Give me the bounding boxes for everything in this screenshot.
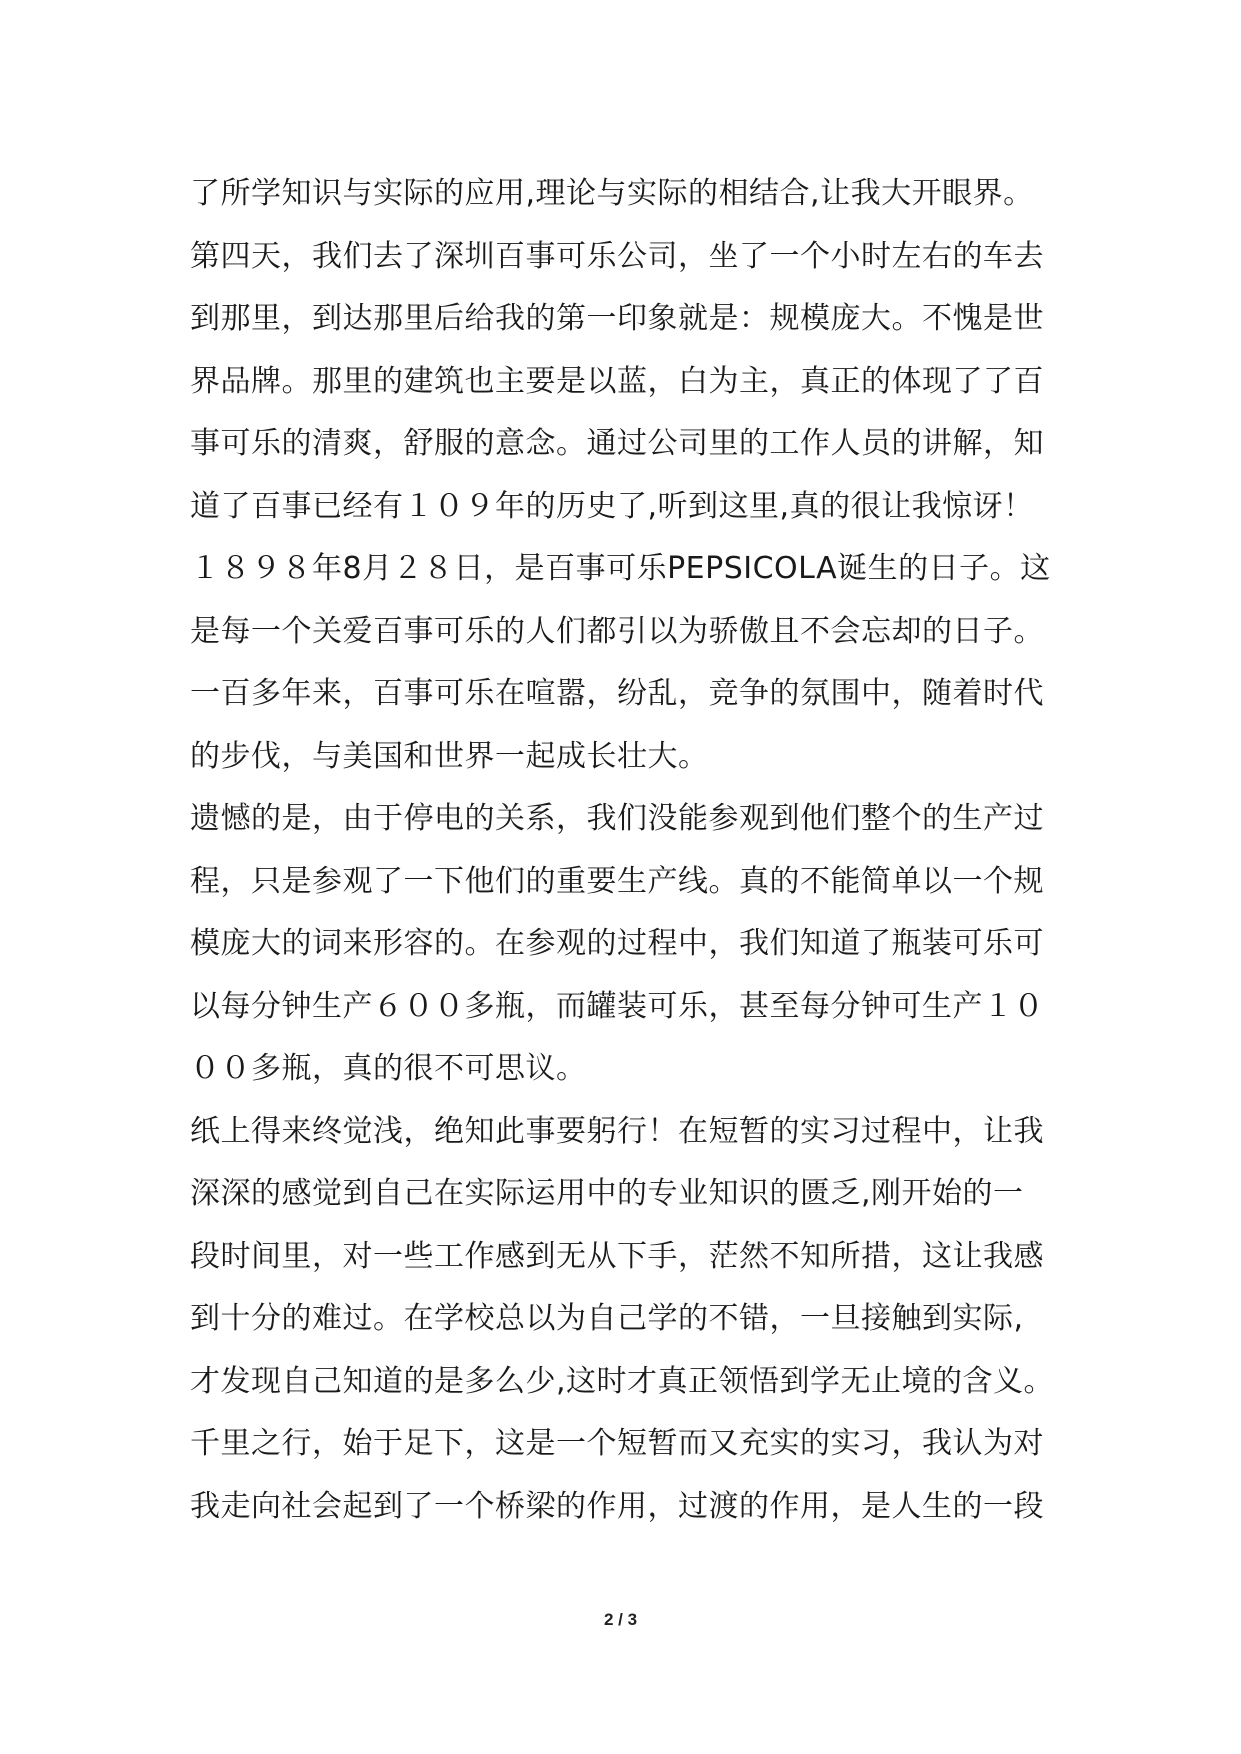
text-line: 程，只是参观了一下他们的重要生产线。真的不能简单以一个规 <box>190 863 1044 899</box>
text-line: 第四天，我们去了深圳百事可乐公司，坐了一个小时左右的车去 <box>190 238 1044 274</box>
text-line: 深深的感觉到自己在实际运用中的专业知识的匮乏,刚开始的一 <box>190 1176 1024 1211</box>
text-line: 遗憾的是，由于停电的关系，我们没能参观到他们整个的生产过 <box>190 801 1044 836</box>
text-line: 事可乐的清爽，舒服的意念。通过公司里的工作人员的讲解，知 <box>190 426 1044 461</box>
text-line: 到那里，到达那里后给我的第一印象就是：规模庞大。不愧是世 <box>190 301 1044 336</box>
body-text <box>190 163 1070 1538</box>
text-line: 的步伐，与美国和世界一起成长壮大。 <box>190 738 709 774</box>
text-line: 我走向社会起到了一个桥梁的作用，过渡的作用，是人生的一段 <box>190 1488 1044 1524</box>
text-line: 界品牌。那里的建筑也主要是以蓝，白为主，真正的体现了了百 <box>190 363 1044 399</box>
text-line: 千里之行，始于足下，这是一个短暂而又充实的实习，我认为对 <box>190 1426 1044 1461</box>
text-line: 模庞大的词来形容的。在参观的过程中，我们知道了瓶装可乐可 <box>190 926 1044 961</box>
text-line: 纸上得来终觉浅，绝知此事要躬行！在短暂的实习过程中，让我 <box>190 1113 1044 1149</box>
text-line: 一百多年来，百事可乐在喧嚣，纷乱，竞争的氛围中，随着时代 <box>190 676 1044 711</box>
text-line: 是每一个关爱百事可乐的人们都引以为骄傲且不会忘却的日子。 <box>190 613 1044 649</box>
text-line: 道了百事已经有１０９年的历史了,听到这里,真的很让我惊讶！ <box>190 488 1034 524</box>
text-line: 段时间里，对一些工作感到无从下手，茫然不知所措，这让我感 <box>190 1238 1044 1274</box>
text-line: 了所学知识与实际的应用,理论与实际的相结合,让我大开眼界。 <box>190 176 1034 211</box>
page-number: 2 / 3 <box>603 1610 638 1629</box>
text-line: 到十分的难过。在学校总以为自己学的不错，一旦接触到实际, <box>190 1301 1024 1336</box>
text-line: 才发现自己知道的是多么少,这时才真正领悟到学无止境的含义。 <box>190 1363 1055 1399</box>
text-line: ００多瓶，真的很不可思议。 <box>190 1051 587 1086</box>
text-line: 以每分钟生产６００多瓶，而罐装可乐，甚至每分钟可生产１０ <box>190 988 1044 1024</box>
text-line: １８９８年8月２８日，是百事可乐PEPSICOLA诞生的日子。这 <box>190 551 1051 586</box>
